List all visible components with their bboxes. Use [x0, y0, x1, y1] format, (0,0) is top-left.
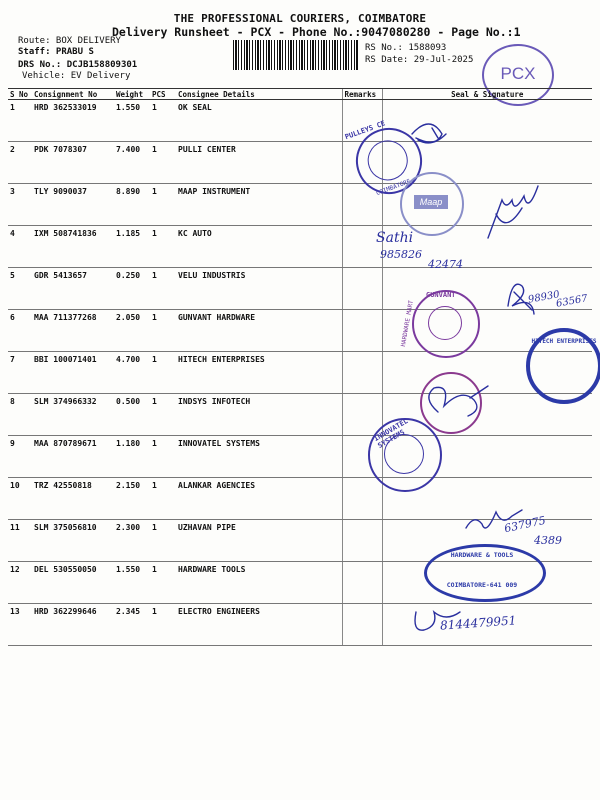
cell-consignment: HRD 362299646 — [32, 604, 114, 646]
pcx-stamp-label: PCX — [500, 64, 536, 83]
cell-consignee: INNOVATEL SYSTEMS — [176, 436, 342, 478]
cell-consignment: MAA 870789671 — [32, 436, 114, 478]
staff-label: Staff: PRABU S — [18, 47, 94, 57]
col-sno: S No — [8, 89, 32, 100]
cell-sno: 10 — [8, 478, 32, 520]
cell-weight: 0.250 — [114, 268, 150, 310]
cell-pcs: 1 — [150, 520, 176, 562]
cell-weight: 2.345 — [114, 604, 150, 646]
col-consignee: Consignee Details — [176, 89, 342, 100]
cell-weight: 2.050 — [114, 310, 150, 352]
cell-consignee: INDSYS INFOTECH — [176, 394, 342, 436]
cell-consignee: GUNVANT HARDWARE — [176, 310, 342, 352]
vehicle-label: Vehicle: EV Delivery — [22, 71, 131, 81]
route-label: Route: BOX DELIVERY — [18, 36, 121, 46]
cell-consignee: HARDWARE TOOLS — [176, 562, 342, 604]
innovatel-stamp-label: INNOVATEL SYSTEMS — [372, 417, 410, 450]
phone-row-6a: 98930 — [527, 289, 561, 306]
cell-sno: 3 — [8, 184, 32, 226]
cell-weight: 1.185 — [114, 226, 150, 268]
phone-row-12b: 4389 — [534, 534, 562, 547]
maap-stamp-label: Maap — [414, 195, 448, 209]
cell-pcs: 1 — [150, 184, 176, 226]
cell-consignment: SLM 374966332 — [32, 394, 114, 436]
col-weight: Weight — [114, 89, 150, 100]
cell-pcs: 1 — [150, 394, 176, 436]
hardware-tools-stamp-label: HARDWARE & TOOLS — [450, 551, 514, 559]
company-title: THE PROFESSIONAL COURIERS, COIMBATORE — [173, 12, 427, 25]
cell-weight: 1.550 — [114, 562, 150, 604]
cell-consignment: SLM 375056810 — [32, 520, 114, 562]
cell-sno: 9 — [8, 436, 32, 478]
cell-pcs: 1 — [150, 268, 176, 310]
cell-sno: 6 — [8, 310, 32, 352]
cell-pcs: 1 — [150, 310, 176, 352]
cell-weight: 4.700 — [114, 352, 150, 394]
rs-number: RS No.: 1588093 — [365, 43, 447, 53]
cell-consignment: IXM 508741836 — [32, 226, 114, 268]
signature-row-3 — [488, 186, 538, 238]
cell-consignee: UZHAVAN PIPE — [176, 520, 342, 562]
signature-row-8 — [429, 386, 488, 416]
cell-weight: 2.150 — [114, 478, 150, 520]
col-remarks: Remarks — [342, 89, 382, 100]
cell-sno: 4 — [8, 226, 32, 268]
cell-consignment: HRD 362533019 — [32, 100, 114, 142]
hitech-stamp-label: HITECH ENTERPRISES — [531, 338, 597, 345]
col-pcs: PCS — [150, 89, 176, 100]
cell-consignee: MAAP INSTRUMENT — [176, 184, 342, 226]
cell-pcs: 1 — [150, 436, 176, 478]
gunvant-stamp-label: GUNVANT — [426, 291, 456, 299]
drs-number: DRS No.: DCJB158809301 — [18, 60, 138, 70]
cell-weight: 7.400 — [114, 142, 150, 184]
cell-consignee: HITECH ENTERPRISES — [176, 352, 342, 394]
cell-sno: 8 — [8, 394, 32, 436]
cell-consignment: GDR 5413657 — [32, 268, 114, 310]
cell-consignee: ALANKAR AGENCIES — [176, 478, 342, 520]
cell-consignee: VELU INDUSTRIS — [176, 268, 342, 310]
signature-row-4: Sathi — [376, 230, 414, 246]
cell-consignee: ELECTRO ENGINEERS — [176, 604, 342, 646]
cell-consignment: MAA 711377268 — [32, 310, 114, 352]
cell-sno: 12 — [8, 562, 32, 604]
pulleys-stamp-city: COIMBATORE — [375, 178, 412, 198]
phone-row-13: 8144479951 — [439, 613, 517, 633]
cell-weight: 0.500 — [114, 394, 150, 436]
runsheet-subtitle: Delivery Runsheet - PCX - Phone No.:9047080280 - Page No.:1 — [112, 25, 521, 39]
cell-consignment: TLY 9090037 — [32, 184, 114, 226]
phone-row-4b: 42474 — [428, 258, 463, 271]
cell-consignee: KC AUTO — [176, 226, 342, 268]
cell-consignee: PULLI CENTER — [176, 142, 342, 184]
cell-pcs: 1 — [150, 604, 176, 646]
cell-weight: 8.890 — [114, 184, 150, 226]
hardware-tools-stamp-city: COIMBATORE-641 009 — [446, 581, 518, 589]
cell-sno: 2 — [8, 142, 32, 184]
cell-consignee: OK SEAL — [176, 100, 342, 142]
rs-date: RS Date: 29-Jul-2025 — [365, 55, 474, 65]
cell-weight: 1.180 — [114, 436, 150, 478]
cell-consignment: BBI 100071401 — [32, 352, 114, 394]
cell-sno: 1 — [8, 100, 32, 142]
cell-sno: 11 — [8, 520, 32, 562]
phone-row-4a: 985826 — [380, 248, 422, 261]
cell-weight: 2.300 — [114, 520, 150, 562]
gunvant-stamp-side: HARDWARE MART — [399, 299, 416, 348]
cell-consignment: PDK 7078307 — [32, 142, 114, 184]
cell-sno: 5 — [8, 268, 32, 310]
cell-pcs: 1 — [150, 478, 176, 520]
cell-pcs: 1 — [150, 226, 176, 268]
col-signature: Seal & Signature — [382, 89, 592, 100]
signature-row-1 — [412, 124, 446, 143]
col-consignment: Consignment No — [32, 89, 114, 100]
cell-consignment: TRZ 42550818 — [32, 478, 114, 520]
phone-row-12a: 637975 — [503, 513, 547, 536]
cell-pcs: 1 — [150, 562, 176, 604]
phone-row-6b: 63567 — [555, 293, 589, 310]
cell-pcs: 1 — [150, 142, 176, 184]
cell-weight: 1.550 — [114, 100, 150, 142]
cell-sno: 7 — [8, 352, 32, 394]
cell-consignment: DEL 530550050 — [32, 562, 114, 604]
cell-pcs: 1 — [150, 100, 176, 142]
cell-sno: 13 — [8, 604, 32, 646]
cell-pcs: 1 — [150, 352, 176, 394]
pulleys-stamp-label: PULLEYS CE — [343, 119, 387, 142]
